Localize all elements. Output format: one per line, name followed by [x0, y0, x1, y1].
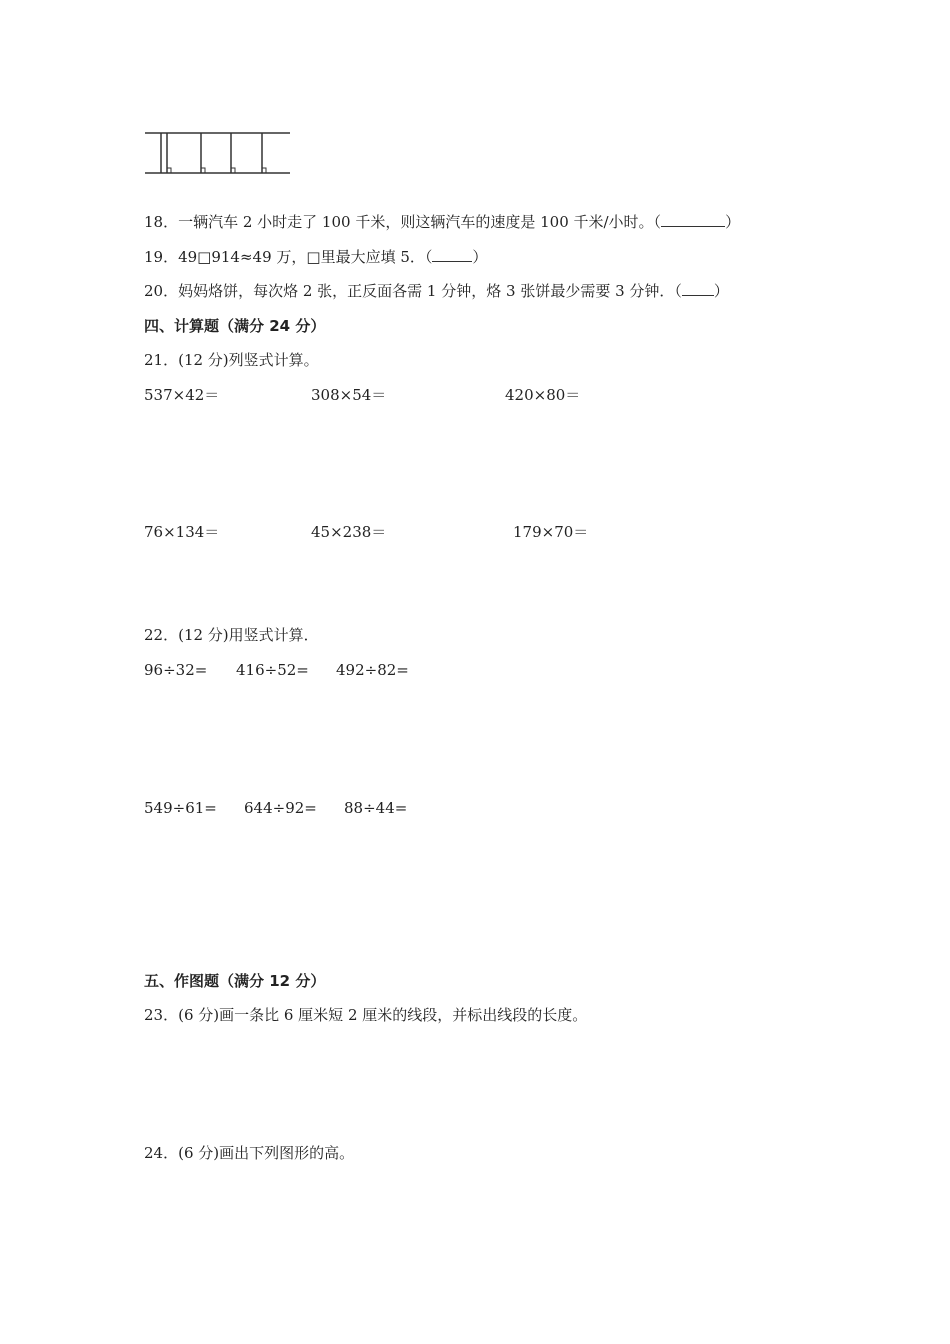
section-5-heading: 五、作图题（满分 12 分）: [144, 972, 326, 990]
q22-expression-6: 88÷44=: [344, 799, 408, 817]
question-24: 24．(6 分)画出下列图形的高。: [144, 1144, 355, 1162]
q21-expression-5: 45×238＝: [311, 523, 387, 541]
question-19: [144, 247, 487, 267]
answer-blank-20[interactable]: [682, 281, 714, 296]
question-18: [144, 212, 740, 232]
question-20-close: ）: [713, 282, 729, 300]
question-19-text: 19．49□914≈49 万，□里最大应填 5．（: [144, 248, 433, 266]
q21-expression-1: 537×42＝: [144, 386, 220, 404]
q21-expression-6: 179×70＝: [513, 523, 589, 541]
question-22: 22．(12 分)用竖式计算．: [144, 626, 319, 644]
q21-expression-3: 420×80＝: [505, 386, 581, 404]
question-20-text: 20．妈妈烙饼，每次烙 2 张，正反面各需 1 分钟，烙 3 张饼最少需要 3 分钟．（: [144, 282, 682, 300]
q22-expression-3: 492÷82=: [336, 661, 409, 679]
q22-expression-5: 644÷92=: [244, 799, 317, 817]
question-19-close: ）: [472, 248, 488, 266]
q22-expression-1: 96÷32=: [144, 661, 208, 679]
q22-expression-2: 416÷52=: [236, 661, 309, 679]
question-18-close: ）: [725, 213, 741, 231]
parallel-lines-figure: [144, 128, 294, 178]
question-21: 21．(12 分)列竖式计算。: [144, 351, 319, 369]
q22-expression-4: 549÷61=: [144, 799, 217, 817]
question-18-text: 18．一辆汽车 2 小时走了 100 千米，则这辆汽车的速度是 100 千米/小时。（: [144, 213, 662, 231]
answer-blank-19[interactable]: [432, 247, 472, 262]
answer-blank-18[interactable]: [661, 212, 725, 227]
q21-expression-4: 76×134＝: [144, 523, 220, 541]
question-23: 23．(6 分)画一条比 6 厘米短 2 厘米的线段，并标出线段的长度。: [144, 1006, 588, 1024]
q21-expression-2: 308×54＝: [311, 386, 387, 404]
section-4-heading: 四、计算题（满分 24 分）: [144, 317, 326, 335]
question-20: [144, 281, 729, 301]
